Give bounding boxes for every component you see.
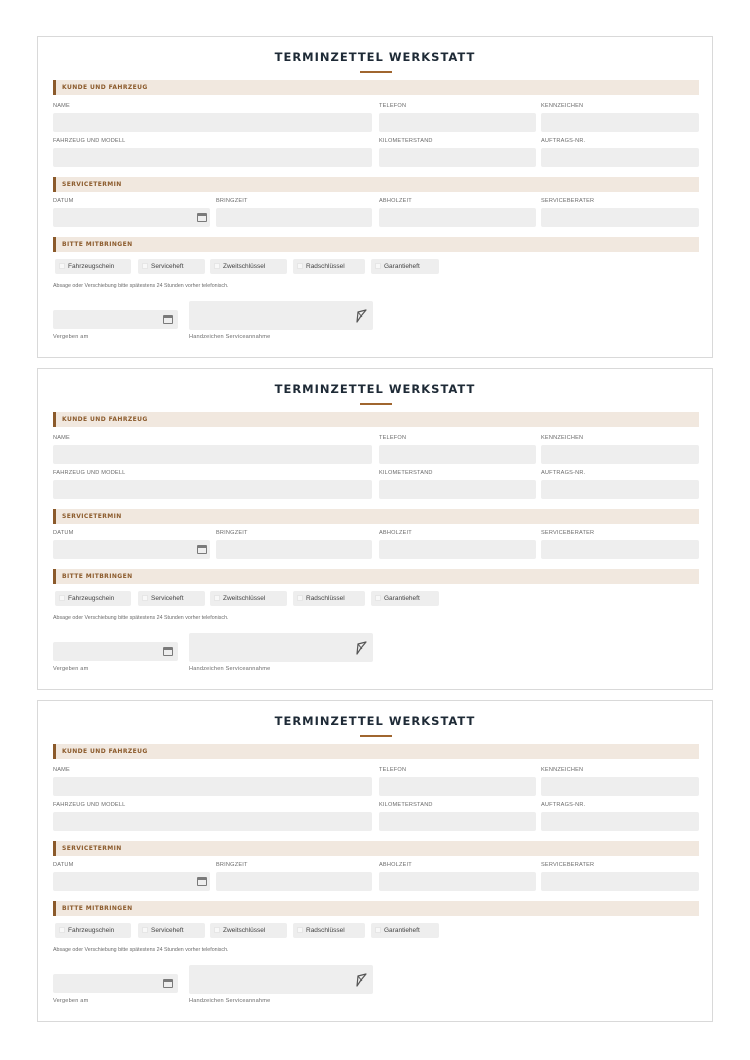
checklist-label: Fahrzeugschein	[68, 263, 115, 270]
checklist-item-wheel-key[interactable]	[293, 923, 365, 938]
checklist-item-registration[interactable]	[55, 923, 131, 938]
checkbox[interactable]	[214, 263, 220, 269]
section-header-customer: KUNDE UND FAHRZEUG	[53, 80, 699, 95]
vehicle-field[interactable]	[53, 148, 372, 167]
signature-label: Handzeichen Serviceannahme	[189, 666, 271, 672]
phone-label: TELEFON	[379, 103, 407, 109]
phone-label: TELEFON	[379, 767, 407, 773]
calendar-icon[interactable]	[197, 213, 207, 222]
checkbox[interactable]	[375, 927, 381, 933]
plate-label: KENNZEICHEN	[541, 103, 584, 109]
signature-label: Handzeichen Serviceannahme	[189, 998, 271, 1004]
section-header-appointment: SERVICETERMIN	[53, 177, 699, 192]
name-label: NAME	[53, 767, 70, 773]
order-number-label: AUFTRAGS-NR.	[541, 138, 586, 144]
phone-field[interactable]	[379, 113, 536, 132]
advisor-label: SERVICEBERATER	[541, 198, 595, 204]
checklist-label: Serviceheft	[151, 263, 184, 270]
checklist-item-warranty-book[interactable]	[371, 923, 439, 938]
checklist-label: Serviceheft	[151, 595, 184, 602]
plate-label: KENNZEICHEN	[541, 435, 584, 441]
vehicle-field[interactable]	[53, 812, 372, 831]
slip-title: TERMINZETTEL WERKSTATT	[274, 714, 476, 728]
checklist-label: Fahrzeugschein	[68, 927, 115, 934]
section-header-customer: KUNDE UND FAHRZEUG	[53, 412, 699, 427]
plate-field[interactable]	[541, 445, 699, 464]
pickup-time-field[interactable]	[379, 208, 536, 227]
checklist-item-spare-key[interactable]	[210, 923, 287, 938]
name-field[interactable]	[53, 113, 372, 132]
checkbox[interactable]	[142, 263, 148, 269]
checkbox[interactable]	[59, 595, 65, 601]
order-number-label: AUFTRAGS-NR.	[541, 802, 586, 808]
checklist-item-registration[interactable]	[55, 591, 131, 606]
mileage-label: KILOMETERSTAND	[379, 470, 433, 476]
checkbox[interactable]	[297, 263, 303, 269]
advisor-field[interactable]	[541, 208, 699, 227]
date-label: DATUM	[53, 198, 74, 204]
order-number-field[interactable]	[541, 148, 699, 167]
checkbox[interactable]	[375, 595, 381, 601]
appointment-slip	[37, 700, 713, 1022]
pickup-time-label: ABHOLZEIT	[379, 198, 412, 204]
checkbox[interactable]	[142, 595, 148, 601]
calendar-icon[interactable]	[163, 315, 173, 324]
pen-icon	[355, 641, 367, 655]
vehicle-field[interactable]	[53, 480, 372, 499]
advisor-field[interactable]	[541, 872, 699, 891]
checklist-item-warranty-book[interactable]	[371, 591, 439, 606]
issued-date-label: Vergeben am	[53, 666, 89, 672]
pickup-time-label: ABHOLZEIT	[379, 530, 412, 536]
name-label: NAME	[53, 103, 70, 109]
plate-label: KENNZEICHEN	[541, 767, 584, 773]
title-divider	[360, 71, 392, 73]
checklist-label: Zweitschlüssel	[223, 263, 266, 270]
checkbox[interactable]	[214, 595, 220, 601]
section-header-bring: BITTE MITBRINGEN	[53, 237, 699, 252]
issued-date-field[interactable]	[53, 642, 178, 661]
pen-icon	[355, 973, 367, 987]
dropoff-time-label: BRINGZEIT	[216, 530, 248, 536]
calendar-icon[interactable]	[163, 979, 173, 988]
checklist-item-spare-key[interactable]	[210, 591, 287, 606]
checklist-item-registration[interactable]	[55, 259, 131, 274]
checkbox[interactable]	[297, 927, 303, 933]
phone-field[interactable]	[379, 777, 536, 796]
checklist-label: Garantieheft	[384, 263, 420, 270]
advisor-label: SERVICEBERATER	[541, 530, 595, 536]
section-header-appointment: SERVICETERMIN	[53, 841, 699, 856]
phone-label: TELEFON	[379, 435, 407, 441]
checklist-item-warranty-book[interactable]	[371, 259, 439, 274]
appointment-slip	[37, 36, 713, 358]
mileage-label: KILOMETERSTAND	[379, 138, 433, 144]
appointment-slip	[37, 368, 713, 690]
issued-date-field[interactable]	[53, 310, 178, 329]
checklist-label: Radschlüssel	[306, 927, 345, 934]
checklist-item-wheel-key[interactable]	[293, 591, 365, 606]
cancellation-note: Absage oder Verschiebung bitte spätestens 24 Stunden vorher telefonisch.	[53, 947, 229, 953]
pickup-time-field[interactable]	[379, 540, 536, 559]
phone-field[interactable]	[379, 445, 536, 464]
plate-field[interactable]	[541, 777, 699, 796]
checklist-item-wheel-key[interactable]	[293, 259, 365, 274]
vehicle-label: FAHRZEUG UND MODELL	[53, 138, 126, 144]
section-header-appointment: SERVICETERMIN	[53, 509, 699, 524]
slip-title: TERMINZETTEL WERKSTATT	[274, 382, 476, 396]
vehicle-label: FAHRZEUG UND MODELL	[53, 470, 126, 476]
name-field[interactable]	[53, 445, 372, 464]
checklist-label: Garantieheft	[384, 927, 420, 934]
slip-title: TERMINZETTEL WERKSTATT	[274, 50, 476, 64]
issued-date-label: Vergeben am	[53, 334, 89, 340]
checklist-label: Radschlüssel	[306, 263, 345, 270]
date-field[interactable]	[53, 540, 210, 559]
checklist	[55, 923, 455, 938]
date-field[interactable]	[53, 208, 210, 227]
issued-date-field[interactable]	[53, 974, 178, 993]
dropoff-time-field[interactable]	[216, 540, 372, 559]
calendar-icon[interactable]	[197, 545, 207, 554]
checklist-label: Radschlüssel	[306, 595, 345, 602]
checklist-label: Zweitschlüssel	[223, 595, 266, 602]
title-divider	[360, 403, 392, 405]
pickup-time-field[interactable]	[379, 872, 536, 891]
order-number-field[interactable]	[541, 812, 699, 831]
calendar-icon[interactable]	[197, 877, 207, 886]
checklist-label: Garantieheft	[384, 595, 420, 602]
checklist	[55, 259, 455, 274]
mileage-field[interactable]	[379, 480, 536, 499]
advisor-label: SERVICEBERATER	[541, 862, 595, 868]
plate-field[interactable]	[541, 113, 699, 132]
checklist-item-spare-key[interactable]	[210, 259, 287, 274]
pickup-time-label: ABHOLZEIT	[379, 862, 412, 868]
checklist-item-service-book[interactable]	[138, 923, 205, 938]
dropoff-time-field[interactable]	[216, 208, 372, 227]
name-field[interactable]	[53, 777, 372, 796]
name-label: NAME	[53, 435, 70, 441]
advisor-field[interactable]	[541, 540, 699, 559]
issued-date-label: Vergeben am	[53, 998, 89, 1004]
calendar-icon[interactable]	[163, 647, 173, 656]
title-divider	[360, 735, 392, 737]
date-label: DATUM	[53, 862, 74, 868]
vehicle-label: FAHRZEUG UND MODELL	[53, 802, 126, 808]
section-header-customer: KUNDE UND FAHRZEUG	[53, 744, 699, 759]
mileage-field[interactable]	[379, 148, 536, 167]
dropoff-time-label: BRINGZEIT	[216, 198, 248, 204]
checkbox[interactable]	[214, 927, 220, 933]
order-number-label: AUFTRAGS-NR.	[541, 470, 586, 476]
signature-field[interactable]	[189, 301, 373, 330]
date-label: DATUM	[53, 530, 74, 536]
checkbox[interactable]	[59, 927, 65, 933]
dropoff-time-label: BRINGZEIT	[216, 862, 248, 868]
dropoff-time-field[interactable]	[216, 872, 372, 891]
cancellation-note: Absage oder Verschiebung bitte spätestens 24 Stunden vorher telefonisch.	[53, 615, 229, 621]
checklist-label: Zweitschlüssel	[223, 927, 266, 934]
cancellation-note: Absage oder Verschiebung bitte spätestens 24 Stunden vorher telefonisch.	[53, 283, 229, 289]
signature-label: Handzeichen Serviceannahme	[189, 334, 271, 340]
checkbox[interactable]	[142, 927, 148, 933]
checklist-label: Fahrzeugschein	[68, 595, 115, 602]
date-field[interactable]	[53, 872, 210, 891]
pen-icon	[355, 309, 367, 323]
signature-field[interactable]	[189, 965, 373, 994]
mileage-label: KILOMETERSTAND	[379, 802, 433, 808]
order-number-field[interactable]	[541, 480, 699, 499]
checklist-item-service-book[interactable]	[138, 591, 205, 606]
checklist	[55, 591, 455, 606]
signature-field[interactable]	[189, 633, 373, 662]
checkbox[interactable]	[375, 263, 381, 269]
section-header-bring: BITTE MITBRINGEN	[53, 901, 699, 916]
section-header-bring: BITTE MITBRINGEN	[53, 569, 699, 584]
mileage-field[interactable]	[379, 812, 536, 831]
checkbox[interactable]	[59, 263, 65, 269]
checklist-label: Serviceheft	[151, 927, 184, 934]
checkbox[interactable]	[297, 595, 303, 601]
checklist-item-service-book[interactable]	[138, 259, 205, 274]
